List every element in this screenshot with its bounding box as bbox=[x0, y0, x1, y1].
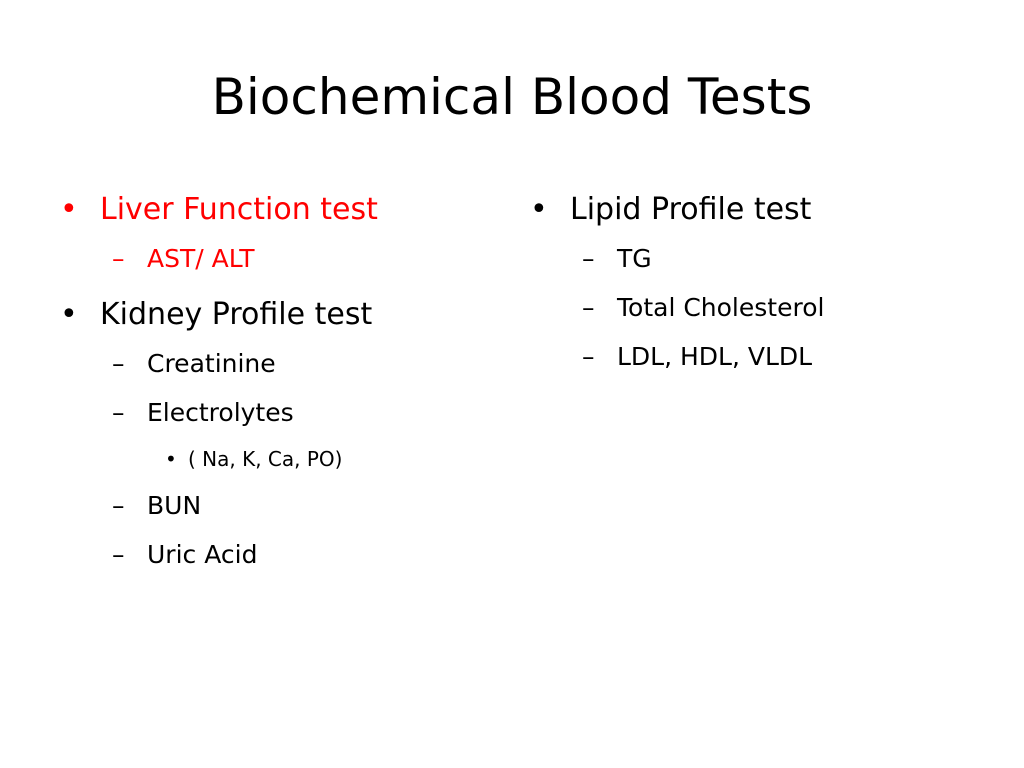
sub-item-label: Creatinine bbox=[147, 349, 276, 378]
sub-item-label: Uric Acid bbox=[147, 540, 258, 569]
slide-title: Biochemical Blood Tests bbox=[211, 68, 813, 126]
sub-sub-item-electrolyte-list bbox=[60, 437, 500, 481]
dash-icon: – bbox=[112, 398, 125, 427]
left-column bbox=[60, 186, 500, 579]
sub-item-label: TG bbox=[617, 244, 652, 273]
dash-icon: – bbox=[112, 244, 125, 273]
sub-item-ast-alt bbox=[60, 234, 500, 283]
sub-sub-item-label: ( Na, K, Ca, PO) bbox=[188, 447, 343, 471]
bullet-label: Lipid Profile test bbox=[570, 192, 812, 227]
sub-item-electrolytes bbox=[60, 388, 500, 437]
dash-icon: – bbox=[582, 293, 595, 322]
bullet-lipid-profile-test bbox=[530, 186, 970, 234]
bullet-kidney-profile-test bbox=[60, 291, 500, 339]
dash-icon: – bbox=[112, 540, 125, 569]
dash-icon: – bbox=[112, 349, 125, 378]
sub-item-total-cholesterol bbox=[530, 283, 970, 332]
bullet-liver-function-test bbox=[60, 186, 500, 234]
sub-item-label: Electrolytes bbox=[147, 398, 294, 427]
bullet-label: Liver Function test bbox=[100, 192, 378, 227]
sub-item-label: BUN bbox=[147, 491, 202, 520]
sub-item-bun bbox=[60, 481, 500, 530]
sub-item-ldl-hdl-vldl bbox=[530, 332, 970, 381]
dash-icon: – bbox=[112, 491, 125, 520]
bullet-dot-icon: • bbox=[60, 192, 78, 227]
sub-item-creatinine bbox=[60, 339, 500, 388]
sub-item-label: LDL, HDL, VLDL bbox=[617, 342, 813, 371]
bullet-dot-icon: • bbox=[165, 447, 177, 471]
bullet-dot-icon: • bbox=[530, 192, 548, 227]
dash-icon: – bbox=[582, 342, 595, 371]
bullet-dot-icon: • bbox=[60, 297, 78, 332]
right-column bbox=[530, 186, 970, 381]
dash-icon: – bbox=[582, 244, 595, 273]
sub-item-uric-acid bbox=[60, 530, 500, 579]
sub-item-tg bbox=[530, 234, 970, 283]
bullet-label: Kidney Profile test bbox=[100, 297, 373, 332]
sub-item-label: AST/ ALT bbox=[147, 244, 255, 273]
sub-item-label: Total Cholesterol bbox=[617, 293, 825, 322]
